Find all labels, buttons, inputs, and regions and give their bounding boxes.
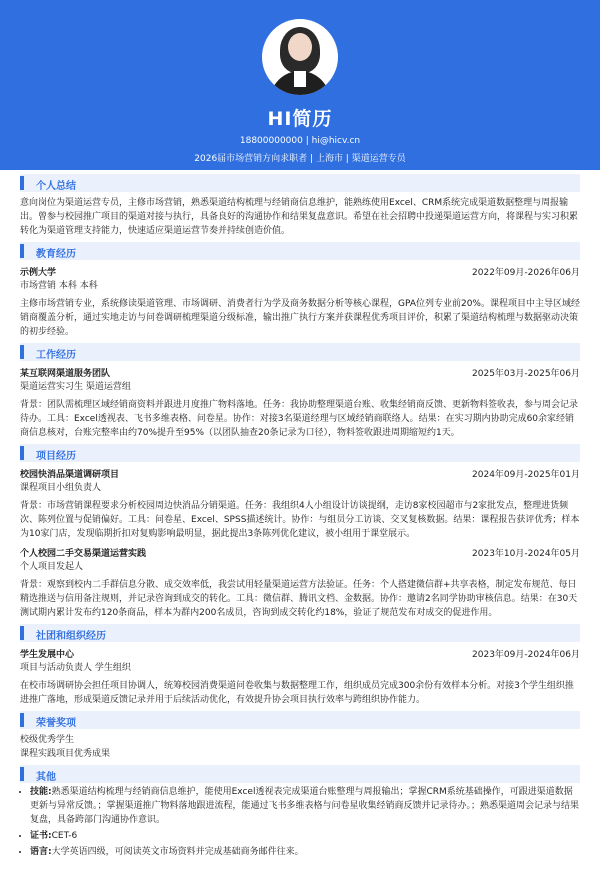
entry-subtitle: 项目与活动负责人 学生组织 xyxy=(20,663,131,673)
entry-description: 背景：团队需梳理区域经销商资料并跟进月度推广物料落地。任务：我协助整理渠道台账、收集经销商反馈、更新物料签收表，参与周会记录待办。工具：Excel透视表、飞书多维表格、问卷星。协作：对接3名渠道经理与区域经销商联络人。结果：在实习期内协助完成60余家经销商信息核对，台账完整率由约70%提升至95%（以团队抽查20条记录为口径），物料签收跟进周期缩短约1天。 xyxy=(20,400,579,438)
entry-header xyxy=(20,546,580,560)
entry-subtitle: 个人项目发起人 xyxy=(20,562,84,572)
entry-description: 背景：市场营销课程要求分析校园周边快消品分销渠道。任务：我组织4人小组设计访谈提纲，走访8家校园超市与2家批发点，整理进货频次、陈列位置与促销偏好。工具：问卷星、Excel、SPSS描述统计。协作：与组员分工访谈、交叉复核数据。结果：课程报告获评优秀；样本为10家门店，发现临期折扣对复购影响最明显，据此提出3条陈列优化建议，被小组用于课堂展示。 xyxy=(20,501,580,539)
entry-header xyxy=(20,366,580,380)
contact-info: 18800000000 | hi@hicv.cn xyxy=(239,136,361,146)
section-title: 个人总结 xyxy=(36,181,76,192)
section-title: 其他 xyxy=(36,772,56,783)
section-header xyxy=(20,444,580,462)
entry-date: 2022年09月-2026年06月 xyxy=(472,268,580,278)
section-header xyxy=(20,174,580,192)
project-name: 个人校园二手交易渠道运营实践 xyxy=(20,549,147,559)
item-label: 语言: xyxy=(30,847,52,857)
org-name: 某互联网渠道服务团队 xyxy=(20,369,111,379)
list-item xyxy=(30,845,580,859)
section-header xyxy=(20,765,580,783)
education-section xyxy=(20,242,580,339)
misc-list xyxy=(20,785,580,859)
entry-date: 2023年10月-2024年05月 xyxy=(472,549,580,559)
award-item: 校级优秀学生 xyxy=(20,735,75,745)
entry-subtitle: 渠道运营实习生 渠道运营组 xyxy=(20,382,131,392)
list-item xyxy=(30,829,580,843)
item-label: 证书: xyxy=(30,831,52,841)
candidate-name: HI简历 xyxy=(267,108,333,130)
entry-header xyxy=(20,647,580,661)
award-item: 课程实践项目优秀成果 xyxy=(20,749,111,759)
organization-section xyxy=(20,624,580,707)
resume-header xyxy=(0,0,600,170)
project-section xyxy=(20,444,580,620)
section-title: 工作经历 xyxy=(36,350,76,361)
section-header xyxy=(20,242,580,260)
job-target: 2026届市场营销方向求职者 | 上海市 | 渠道运营专员 xyxy=(194,154,406,164)
entry-header xyxy=(20,467,580,481)
section-header xyxy=(20,343,580,361)
item-text: CET-6 xyxy=(51,831,78,841)
list-item xyxy=(30,785,580,827)
org-name: 学生发展中心 xyxy=(20,650,75,660)
entry-description: 背景：观察到校内二手群信息分散、成交效率低，我尝试用轻量渠道运营方法验证。任务：个人搭建微信群+共享表格，制定发布规范、每日精选推送与信用备注规则，并记录咨询到成交的转化。工具：微信群、腾讯文档、金数据。协作：邀请2名同学协助审核信息。结果：在30天测试期内累计发布约120条商品，样本为群内200名成员，咨询到成交转化约18%，验证了规范发布对成交的促进作用。 xyxy=(20,580,578,618)
entry-date: 2023年09月-2024年06月 xyxy=(472,650,580,660)
entry-subtitle: 课程项目小组负责人 xyxy=(20,483,102,493)
work-section xyxy=(20,343,580,440)
entry-subtitle: 市场营销 本科 本科 xyxy=(20,281,98,291)
entry-date: 2024年09月-2025年01月 xyxy=(472,470,580,480)
entry-header xyxy=(20,265,580,279)
item-text: 大学英语四级，可阅读英文市场资料并完成基础商务邮件往来。 xyxy=(51,847,304,857)
item-label: 技能: xyxy=(30,787,52,797)
misc-section xyxy=(20,765,580,859)
project-name: 校园快消品渠道调研项目 xyxy=(20,470,120,480)
section-title: 社团和组织经历 xyxy=(36,631,106,642)
summary-section xyxy=(20,174,580,238)
section-title: 荣誉奖项 xyxy=(36,718,76,729)
awards-section xyxy=(20,711,580,761)
entry-description: 主修市场营销专业，系统修读渠道管理、市场调研、消费者行为学及商务数据分析等核心课程，GPA位列专业前20%。课程项目中主导区域经销商覆盖分析，通过实地走访与问卷调研梳理渠道分级标准，输出推广执行方案并获课程优秀项目评价，积累了渠道结构梳理与数据驱动决策的初步经验。 xyxy=(20,299,580,337)
school-name: 示例大学 xyxy=(20,268,57,278)
section-header xyxy=(20,711,580,729)
entry-description: 在校市场调研协会担任项目协调人，统筹校园消费渠道问卷收集与数据整理工作，组织成员完成300余份有效样本分析。对接3个学生组织推进推广落地，形成渠道反馈记录并用于后续活动优化，有效提升协会项目执行效率与跨组织协作能力。 xyxy=(20,681,574,705)
section-title: 教育经历 xyxy=(36,249,76,260)
section-header xyxy=(20,624,580,642)
entry-date: 2025年03月-2025年06月 xyxy=(472,369,580,379)
summary-text: 意向岗位为渠道运营专员，主修市场营销，熟悉渠道结构梳理与经销商信息维护，能熟练使用Excel、CRM系统完成渠道数据整理与周报输出。曾参与校园推广项目的渠道对接与执行，具备良好的沟通协作和结果复盘意识。希望在社会招聘中投递渠道运营方向，将课程与实习积累转化为渠道管理支持能力，快速适应渠道运营节奏并持续创造价值。 xyxy=(20,198,579,236)
item-text: 熟悉渠道结构梳理与经销商信息维护，能使用Excel透视表完成渠道台账整理与周报输出；掌握CRM系统基础操作，可跟进渠道数据更新与异常反馈。；掌握渠道推广物料落地跟进流程，能通过飞书多维表格与问卷星收集经销商反馈并记录待办。；熟悉渠道周会记录与结果复盘，具备跨部门沟通协作意识。 xyxy=(30,787,580,825)
profile-photo xyxy=(262,19,338,95)
section-title: 项目经历 xyxy=(36,451,76,462)
